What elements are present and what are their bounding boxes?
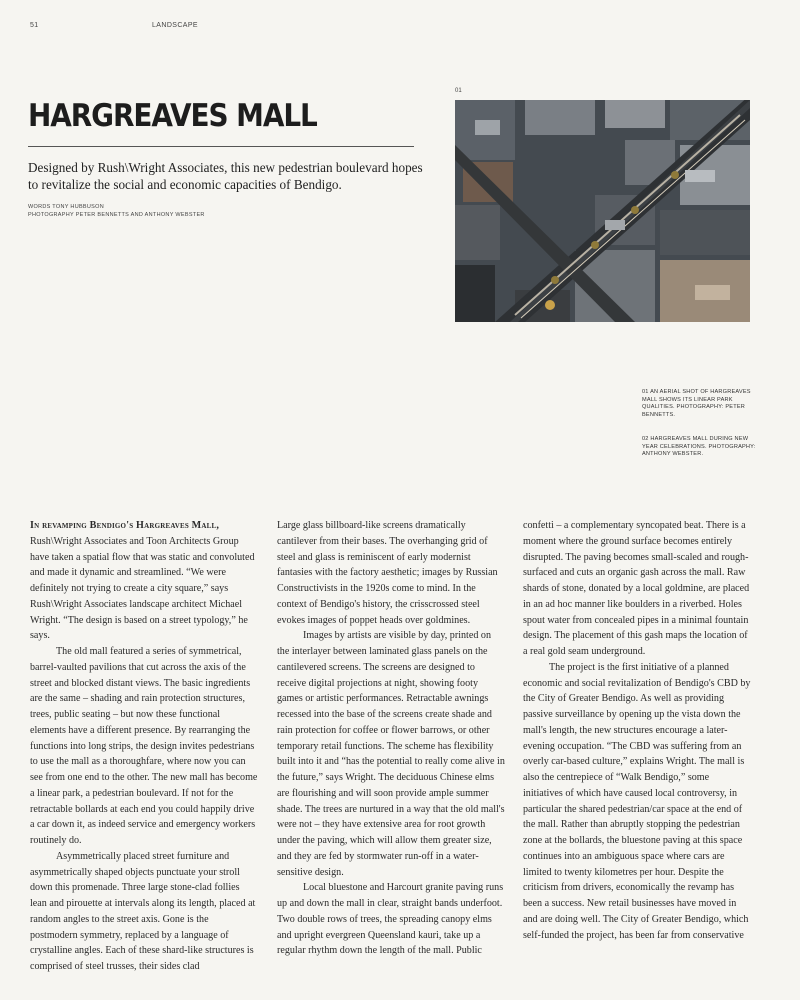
body-paragraph: Images by artists are visible by day, printed on the interlayer between laminated glass panels on the cantilevered screens. The screens are designed to receive digital projections at night, showing footy games or artistic performances. Retractable awnings recessed into the base of the screens create shade and rain protection for coffee or flower barrows, or other temporary retail functions. The scheme has flexibility built into it and “has the potential to really come alive in the future,” says Wright. The deciduous Chinese elms are flourishing and will soon provide ample summer shade. The trees are nurtured in a way that the old mall's were not – they have extensive area for root growth under the paving, which will allow them greater size, and they are fed by stormwater run-off in a water-sensitive design. [277, 630, 505, 878]
section-label: LANDSCAPE [152, 22, 199, 29]
body-paragraph [30, 518, 258, 644]
body-paragraph: The old mall featured a series of symmetrical, barrel-vaulted pavilions that cut across the axis of the street and blocked distant views. The basic ingredients are the same – shading and rain protection structures, trees, public seating – but now these functional elements have a different presence. By rearranging the functions into long strips, the design invites pedestrians to use the mall as a thoroughfare, where now you can see from one end to the other. The new mall has become a linear park, a pedestrian boulevard. If not for the retractable bollards at each end you could happily drive a car down it, as indeed service and emergency workers routinely do. [30, 646, 258, 846]
text-column-3 [523, 518, 751, 943]
credit-photography: PHOTOGRAPHY PETER BENNETTS AND ANTHONY WEBSTER [28, 212, 205, 218]
body-paragraph: Asymmetrically placed street furniture and asymmetrically shaped objects punctuate your stroll down this promenade. Three large stone-clad follies lean and pirouette at intervals along its length, placed at random angles to the street axis. Gone is the postmodern symmetry, replaced by a language of crystalline angles. Each of these shard-like structures is comprised of steel trusses, their sides clad [30, 850, 256, 972]
body-paragraph: confetti – a complementary syncopated beat. There is a moment where the ground surface becomes entirely disrupted. The paving becomes small-scaled and rough-surfaced and cuts an organic gash across the mall. Raw shards of stone, donated by a local goldmine, are placed in an ad hoc manner like boulders in a riverbed. Holes spout water from concealed pipes in a minimal fountain design. The placement of this gash maps the location of a real gold seam underground. [523, 520, 750, 657]
article-standfirst: Designed by Rush\Wright Associates, this new pedestrian boulevard hopes to revitalize the social and economic capacities of Bendigo. [28, 160, 423, 192]
paragraph-text: Rush\Wright Associates and Toon Architects Group have taken a spatial flow that was static and convoluted and made it dynamic and streamlined. “We were definitely not trying to create a city square,” says Rush\Wright Associates landscape architect Michael Wright. “The design is based on a street typology,” he says. [30, 535, 255, 642]
photo-caption-01: 01 AN AERIAL SHOT OF HARGREAVES MALL SHOWS ITS LINEAR PARK QUALITIES. PHOTOGRAPHY: PETER BENNETTS. [642, 389, 751, 418]
headline-rule [28, 146, 414, 147]
body-paragraph: Large glass billboard-like screens dramatically cantilever from their bases. The overhanging grid of steel and glass is reminiscent of early modernist fantasies with the factory aesthetic; images by Russian Constructivists in the 1920s come to mind. In the context of Bendigo's history, the crisscrossed steel evokes images of poppet heads over goldmines. [277, 520, 498, 626]
aerial-city-photo-icon [455, 100, 750, 322]
text-column-1 [30, 518, 258, 975]
page-number: 51 [30, 22, 39, 29]
lead-in: In revamping Bendigo's Hargreaves Mall, [30, 520, 220, 531]
photo-caption-02: 02 HARGREAVES MALL DURING NEW YEAR CELEBRATIONS. PHOTOGRAPHY: ANTHONY WEBSTER. [642, 436, 756, 457]
credit-words: WORDS TONY HUBBUSON [28, 204, 104, 210]
text-column-2 [277, 518, 505, 959]
article-headline: HARGREAVES MALL [28, 98, 317, 134]
body-paragraph: The project is the first initiative of a planned economic and social revitalization of Bendigo's CBD by the City of Greater Bendigo. As well as providing passive surveillance by opening up the vista down the mall's length, the new structures encourage a later-evening occupation. “The CBD was suffering from an overly car-based culture,” explains Wright. The mall is also the centrepiece of “Walk Bendigo,” some initiatives of which have caused local controversy, in particular the shared pedestrian/car space at the end of the mall. Rather than abruptly stopping the pedestrian zone at the bollards, the bluestone paving at this space continues into an ambiguous space where cars are limited to twenty kilometres per hour. Despite the criticism from drivers, economically the revamp has been a success. New retail businesses have moved in and are doing well. The City of Greater Bendigo, which self-funded the project, has been far from conservative [523, 661, 751, 941]
aerial-photo [455, 100, 750, 322]
photo-number: 01 [455, 88, 462, 94]
body-paragraph: Local bluestone and Harcourt granite paving runs up and down the mall in clear, straight bands underfoot. Two double rows of trees, the spreading canopy elms and upright evergreen Queensland kauri, take up a regular rhythm down the length of the mall. Public [277, 882, 504, 957]
